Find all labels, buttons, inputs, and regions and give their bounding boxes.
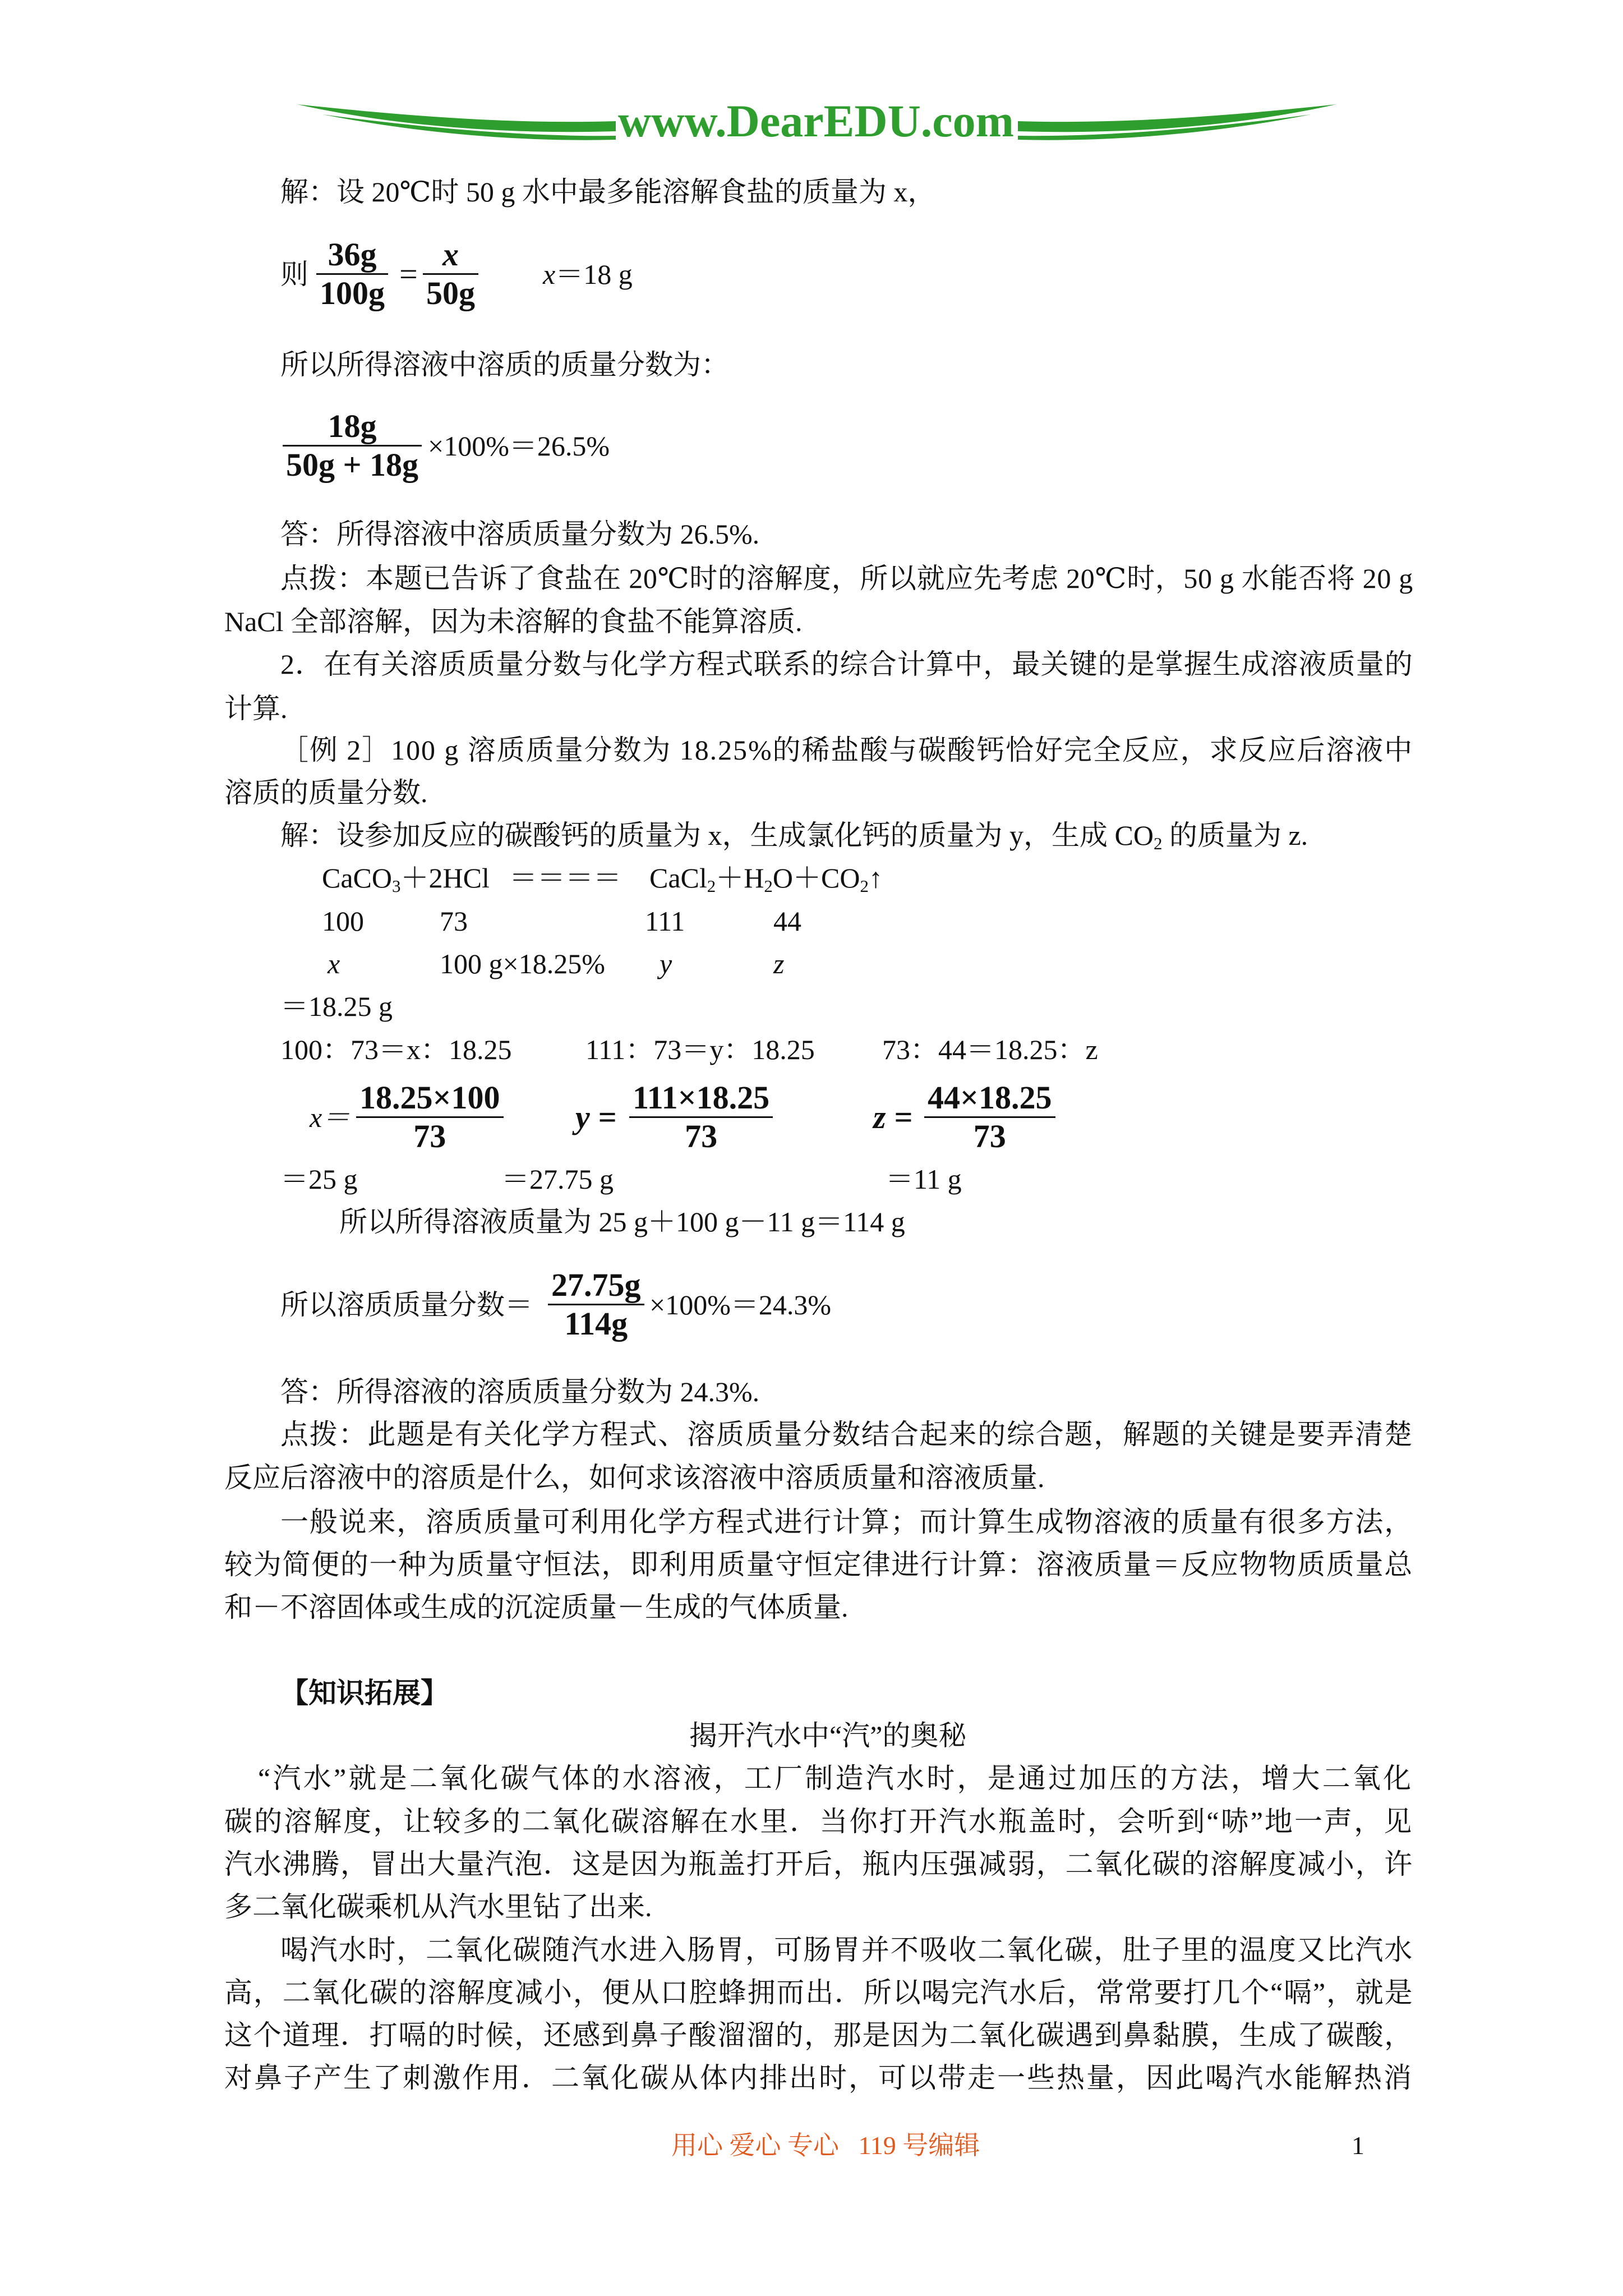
fraction-36g-over-100g <box>314 236 390 312</box>
mass-fraction-result: ×100%＝24.3% <box>649 1289 831 1320</box>
paragraph2-line-4: 对鼻子产生了刺激作用．二氧化碳从体内排出时，可以带走一些热量，因此喝汽水能解热消 <box>224 2062 1413 2093</box>
gas-arrow-icon: ↑ <box>868 862 883 894</box>
fraction-denominator: 114g <box>564 1305 628 1342</box>
equation-products <box>649 857 883 899</box>
paragraph2-line-3: 这个道理．打嗝的时候，还感到鼻子酸溜溜的，那是因为二氧化碳遇到鼻黏膜，生成了碳酸， <box>224 2019 1413 2051</box>
paragraph1-line-2: 碳的溶解度，让较多的二氧化碳溶解在水里．当你打开汽水瓶盖时，会听到“哧”地一声，见 <box>224 1806 1414 1837</box>
mass-fraction-result: ×100%＝26.5% <box>428 430 610 462</box>
section-heading: 【知识拓展】 <box>280 1677 449 1709</box>
fraction-27-75g-over-114g <box>546 1267 647 1342</box>
subscript: 2 <box>707 876 716 896</box>
fraction-denominator: 73 <box>973 1118 1006 1154</box>
result-variable: x <box>543 259 556 290</box>
result-y: ＝27.75 g <box>501 1163 614 1195</box>
fraction-denominator: 100g <box>320 275 385 311</box>
solve-y-label: y = <box>575 1099 617 1135</box>
solve-z-label: z = <box>873 1099 913 1135</box>
setup-tail: 的质量为 z. <box>1162 820 1308 851</box>
point2-line-1: 2．在有关溶质质量分数与化学方程式联系的综合计算中，最关键的是掌握生成溶液质量的 <box>280 648 1413 680</box>
header-swoosh-right <box>1018 104 1336 140</box>
ratio-x: 100：73＝x：18.25 <box>280 1034 512 1065</box>
formula-part: ＋2HCl <box>400 862 490 894</box>
example2-question-line-2: 溶质的质量分数. <box>224 777 428 808</box>
setup-text: 解：设参加反应的碳酸钙的质量为 x，生成氯化钙的质量为 y，生成 CO <box>280 820 1154 851</box>
paragraph1-line-3: 汽水沸腾，冒出大量汽泡．这是因为瓶盖打开后，瓶内压强减弱，二氧化碳的溶解度减小，许 <box>224 1848 1413 1880</box>
equals-sign: = <box>399 256 418 292</box>
proportion-lead: 则 <box>280 259 308 290</box>
fraction-numerator: 36g <box>328 236 377 273</box>
paragraph2-line-2: 高，二氧化碳的溶解度减小，便从口腔蜂拥而出．所以喝完汽水后，常常要打几个“嗝”，就是 <box>224 1977 1414 2008</box>
quantity-hcl: 100 g×18.25% <box>440 948 605 979</box>
relative-mass-hcl: 73 <box>440 905 468 937</box>
solve-z-fraction <box>922 1079 1058 1155</box>
quantity-z: z <box>773 948 785 979</box>
formula-part: ＋H <box>716 862 764 894</box>
example2-tip-line-1: 点拨：此题是有关化学方程式、溶质质量分数结合起来的综合题，解题的关键是要弄清楚 <box>280 1419 1413 1450</box>
subscript: 2 <box>860 876 869 896</box>
relative-mass-co2: 44 <box>773 905 801 937</box>
example1-setup-line: 解：设 20℃时 50 g 水中最多能溶解食盐的质量为 x， <box>280 176 936 208</box>
subscript: 2 <box>1153 833 1163 853</box>
example2-answer: 答：所得溶液的溶质质量分数为 24.3%. <box>280 1376 760 1407</box>
header-swoosh-left <box>297 104 616 140</box>
paragraph2-line-1: 喝汽水时，二氧化碳随汽水进入肠胃，可肠胃并不吸收二氧化碳，肚子里的温度又比汽水 <box>280 1934 1413 1966</box>
fraction-x-over-50g <box>421 236 481 312</box>
solve-x-fraction <box>354 1079 506 1155</box>
formula-part: O＋CO <box>772 862 860 894</box>
hcl-mass: ＝18.25 g <box>280 991 393 1022</box>
formula-part: CaCO <box>322 862 392 894</box>
proportion-result <box>543 253 633 296</box>
example2-setup-line <box>280 814 1308 857</box>
result-x: ＝25 g <box>280 1163 358 1195</box>
fraction-denominator: 73 <box>685 1118 718 1154</box>
relative-mass-cacl2: 111 <box>645 905 685 937</box>
subscript: 2 <box>764 876 773 896</box>
example1-tip-line-1: 点拨：本题已告诉了食盐在 20℃时的溶解度，所以就应先考虑 20℃时，50 g 水能否将 20 g <box>280 563 1413 594</box>
paragraph1-line-1: “汽水”就是二氧化碳气体的水溶液，工厂制造汽水时，是通过加压的方法，增大二氧化 <box>258 1763 1414 1794</box>
result-z: ＝11 g <box>886 1163 962 1195</box>
site-logo-text: www.DearEDU.com <box>618 95 1014 146</box>
article-title: 揭开汽水中“汽”的奥秘 <box>689 1720 967 1751</box>
fraction-numerator: 18g <box>328 408 377 444</box>
summary-line-3: 和－不溶固体或生成的沉淀质量－生成的气体质量. <box>224 1591 849 1623</box>
fraction-numerator: x <box>442 236 459 273</box>
fraction-intro-line: 所以所得溶液中溶质的质量分数为： <box>280 349 729 380</box>
summary-line-1: 一般说来，溶质质量可利用化学方程式进行计算；而计算生成物溶液的质量有很多方法， <box>280 1506 1413 1538</box>
formula-part: CaCl <box>649 862 707 894</box>
fraction-numerator: 27.75g <box>551 1267 641 1303</box>
subscript: 3 <box>392 876 401 896</box>
fraction-numerator: 111×18.25 <box>633 1079 770 1116</box>
example1-answer: 答：所得溶液中溶质质量分数为 26.5%. <box>280 518 760 550</box>
fraction-numerator: 44×18.25 <box>928 1079 1052 1116</box>
solve-y-fraction <box>627 1079 775 1155</box>
solution-mass-line: 所以所得溶液质量为 25 g＋100 g－11 g＝114 g <box>339 1206 905 1237</box>
result-value: ＝18 g <box>555 259 633 290</box>
point2-line-2: 计算. <box>224 693 288 724</box>
mass-fraction-lead: 所以溶质质量分数＝ <box>280 1289 533 1320</box>
fraction-18g-over-68g <box>280 408 424 484</box>
equation-yields-sign: ＝＝＝＝ <box>509 862 621 894</box>
fraction-denominator: 50g + 18g <box>286 447 419 483</box>
example2-tip-line-2: 反应后溶液中的溶质是什么，如何求该溶液中溶质质量和溶液质量. <box>224 1462 1045 1493</box>
fraction-numerator: 18.25×100 <box>359 1079 500 1116</box>
quantity-y: y <box>660 948 672 979</box>
page-number: 1 <box>1352 2131 1364 2160</box>
paragraph1-line-4: 多二氧化碳乘机从汽水里钻了出来. <box>224 1891 652 1922</box>
footer-slogan: 用心 爱心 专心 119 号编辑 <box>671 2131 980 2160</box>
example2-question-line-1: ［例 2］100 g 溶质质量分数为 18.25%的稀盐酸与碳酸钙恰好完全反应，求反应后溶液中 <box>280 734 1414 766</box>
equation-reactants <box>322 857 490 899</box>
ratio-y: 111：73＝y：18.25 <box>585 1034 815 1065</box>
ratio-z: 73：44＝18.25：z <box>882 1034 1098 1065</box>
relative-mass-caco3: 100 <box>322 905 364 937</box>
quantity-x: x <box>328 948 340 979</box>
solve-x-label: x＝ <box>310 1102 351 1133</box>
example1-tip-line-2: NaCl 全部溶解，因为未溶解的食盐不能算溶质. <box>224 606 803 637</box>
summary-line-2: 较为简便的一种为质量守恒法，即利用质量守恒定律进行计算：溶液质量＝反应物物质质量总 <box>224 1549 1413 1580</box>
fraction-denominator: 73 <box>413 1118 446 1154</box>
fraction-denominator: 50g <box>426 275 475 311</box>
